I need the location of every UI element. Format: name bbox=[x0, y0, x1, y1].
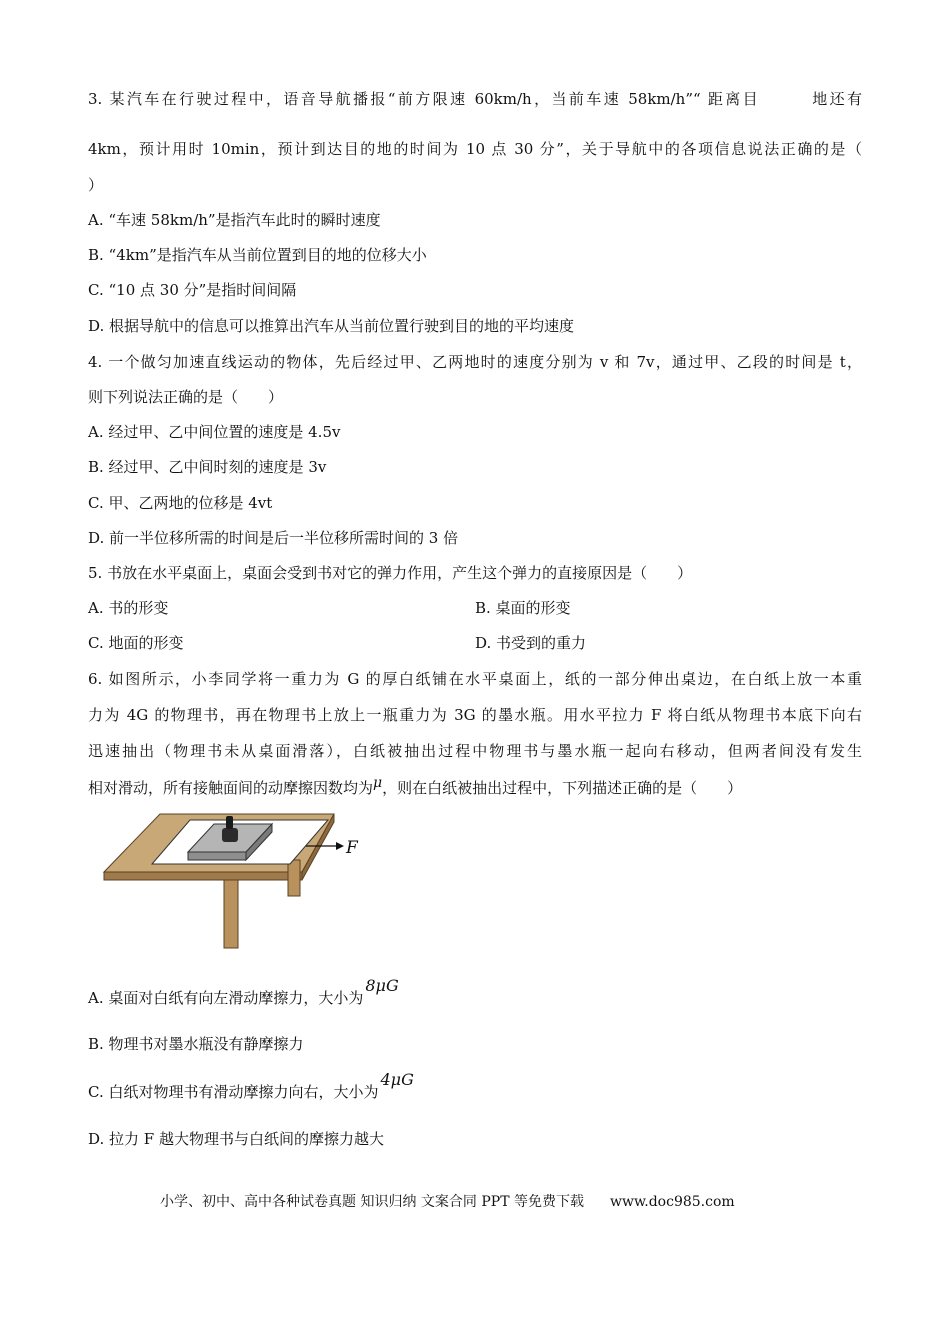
q3-option-b: B. “4km”是指汽车从当前位置到目的地的位移大小 bbox=[88, 246, 427, 264]
q4-option-b: B. 经过甲、乙中间时刻的速度是 3v bbox=[88, 458, 327, 476]
q6-option-d: D. 拉力 F 越大物理书与白纸间的摩擦力越大 bbox=[88, 1130, 384, 1148]
mu-symbol: μ bbox=[373, 775, 383, 791]
table-leg-front bbox=[224, 880, 238, 948]
q6-stem-line-4-pre: 相对滑动，所有接触面间的动摩擦因数均为 bbox=[88, 779, 374, 797]
q6-stem-line-1: 6. 如图所示，小李同学将一重力为 G 的厚白纸铺在水平桌面上，纸的一部分伸出桌边，在白纸上放一本重 bbox=[88, 670, 862, 688]
q5-option-d: D. 书受到的重力 bbox=[475, 634, 587, 652]
table-paper-book-figure bbox=[100, 808, 370, 950]
ink-bottle-body bbox=[222, 828, 238, 842]
q6-stem-line-4 bbox=[88, 775, 743, 799]
q3-option-d: D. 根据导航中的信息可以推算出汽车从当前位置行驶到目的地的平均速度 bbox=[88, 317, 575, 335]
q6-option-c-text: C. 白纸对物理书有滑动摩擦力向右，大小为 bbox=[88, 1083, 379, 1101]
page-footer bbox=[160, 1192, 735, 1212]
q6-stem-line-3: 迅速抽出（物理书未从桌面滑落），白纸被抽出过程中物理书与墨水瓶一起向右移动，但两者间没有发生 bbox=[88, 742, 862, 760]
q6-stem-line-2: 力为 4G 的物理书，再在物理书上放上一瓶重力为 3G 的墨水瓶。用水平拉力 F 将白纸从物理书本底下向右 bbox=[88, 706, 862, 724]
force-label: F bbox=[346, 838, 358, 858]
ink-bottle-cap bbox=[226, 816, 233, 829]
q5-option-b: B. 桌面的形变 bbox=[475, 599, 571, 617]
q6-option-b: B. 物理书对墨水瓶没有静摩擦力 bbox=[88, 1035, 304, 1053]
q6-option-c bbox=[88, 1070, 414, 1102]
q4-option-d: D. 前一半位移所需的时间是后一半位移所需时间的 3 倍 bbox=[88, 529, 459, 547]
q6-option-c-math: 4μG bbox=[380, 1070, 414, 1089]
q6-option-a-text: A. 桌面对白纸有向左滑动摩擦力，大小为 bbox=[88, 989, 364, 1007]
table-front-edge bbox=[104, 872, 302, 880]
q5-option-a: A. 书的形变 bbox=[88, 599, 169, 617]
q6-option-a bbox=[88, 976, 399, 1008]
q5-option-c: C. 地面的形变 bbox=[88, 634, 184, 652]
q3-stem-line-1: 3. 某汽车在行驶过程中，语音导航播报“前方限速 60km/h，当前车速 58km/h”“ 距离目 地还有 bbox=[88, 90, 862, 108]
force-arrow-head bbox=[336, 842, 344, 850]
q3-option-a: A. “车速 58km/h”是指汽车此时的瞬时速度 bbox=[88, 211, 381, 229]
footer-url[interactable]: www.doc985.com bbox=[609, 1194, 735, 1210]
table-leg-back bbox=[288, 860, 300, 896]
q3-stem-line-2: 4km，预计用时 10min，预计到达目的地的时间为 10 点 30 分”，关于导航中的各项信息说法正确的是（ bbox=[88, 140, 862, 158]
q3-option-c: C. “10 点 30 分”是指时间间隔 bbox=[88, 281, 297, 299]
physics-book-front bbox=[188, 852, 246, 860]
q6-option-a-math: 8μG bbox=[365, 976, 399, 995]
q4-option-c: C. 甲、乙两地的位移是 4vt bbox=[88, 494, 273, 512]
footer-text: 小学、初中、高中各种试卷真题 知识归纳 文案合同 PPT 等免费下载 bbox=[160, 1194, 584, 1210]
q5-stem: 5. 书放在水平桌面上，桌面会受到书对它的弹力作用，产生这个弹力的直接原因是（ ） bbox=[88, 564, 693, 582]
q3-stem-line-3: ） bbox=[88, 176, 104, 194]
q6-stem-line-4-post: ，则在白纸被抽出过程中，下列描述正确的是（ ） bbox=[382, 779, 743, 797]
q4-stem-line-1: 4. 一个做匀加速直线运动的物体，先后经过甲、乙两地时的速度分别为 v 和 7v，通过甲、乙段的时间是 t， bbox=[88, 353, 862, 371]
q4-option-a: A. 经过甲、乙中间位置的速度是 4.5v bbox=[88, 423, 341, 441]
q4-stem-line-2: 则下列说法正确的是（ ） bbox=[88, 388, 284, 406]
